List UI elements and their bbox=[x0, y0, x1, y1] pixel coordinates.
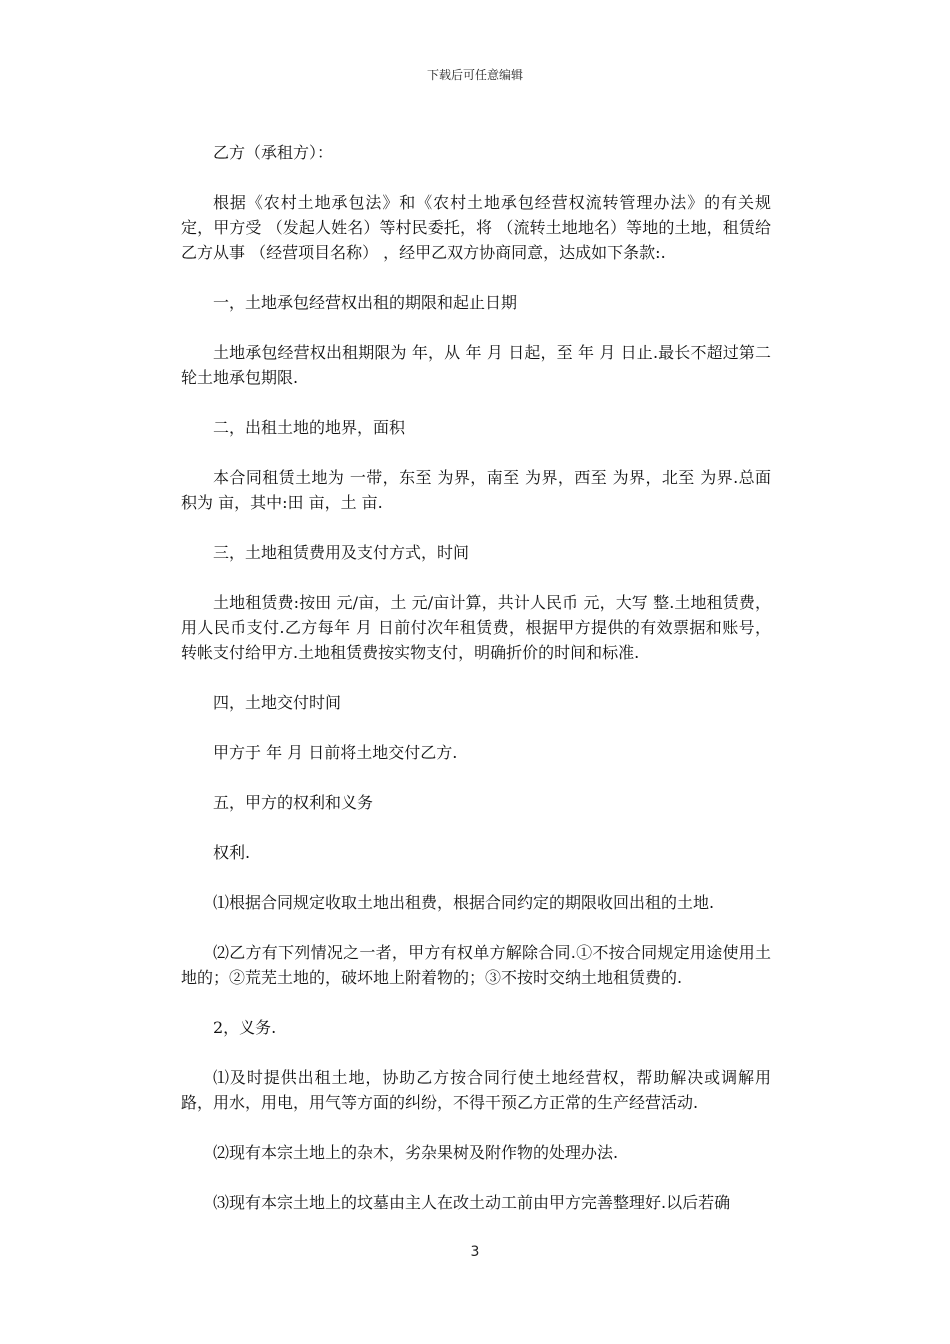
page-header: 下载后可任意编辑 bbox=[426, 68, 523, 82]
obligations-heading: 2，义务. bbox=[213, 1018, 277, 1037]
obligations-item-3: ⑶现有本宗土地上的坟墓由主人在改土动工前由甲方完善整理好.以后若确 bbox=[213, 1193, 731, 1212]
obligations-item-1: ⑴及时提供出租土地，协助乙方按合同行使土地经营权，帮助解决或调解用路，用水，用电，用气等方面的纠纷，不得干预乙方正常的生产经营活动. bbox=[181, 1068, 771, 1112]
party-b-line: 乙方（承租方）： bbox=[213, 143, 334, 162]
section-5-heading: 五，甲方的权利和义务 bbox=[213, 793, 374, 812]
section-3-body: 土地租赁费:按田 元/亩，土 元/亩计算，共计人民币 元，大写 整.土地租赁费，用人民币支付.乙方每年 月 日前付次年租赁费，根据甲方提供的有效票据和账号，转帐支付给甲方.土地租赁费按实物支付，明确折价的时间和标准. bbox=[181, 593, 771, 662]
rights-item-2: ⑵乙方有下列情况之一者，甲方有权单方解除合同.①不按合同规定用途使用土地的；②荒芜土地的，破坏地上附着物的；③不按时交纳土地租赁费的. bbox=[181, 943, 771, 987]
section-2-body: 本合同租赁土地为 一带，东至 为界，南至 为界，西至 为界，北至 为界.总面积为 亩，其中:田 亩，土 亩. bbox=[181, 468, 771, 512]
rights-heading: 权利. bbox=[213, 843, 251, 862]
page-number: 3 bbox=[470, 1244, 480, 1260]
obligations-item-2: ⑵现有本宗土地上的杂木，劣杂果树及附作物的处理办法. bbox=[213, 1143, 619, 1162]
preamble-paragraph: 根据《农村土地承包法》和《农村土地承包经营权流转管理办法》的有关规定，甲方受 （发起人姓名）等村民委托，将 （流转土地地名）等地的土地，租赁给乙方从事 （经营项目名称） ，经甲乙双方协商同意，达成如下条款:. bbox=[181, 193, 771, 262]
section-1-body: 土地承包经营权出租期限为 年，从 年 月 日起，至 年 月 日止.最长不超过第二轮土地承包期限. bbox=[181, 343, 771, 387]
section-1-heading: 一，土地承包经营权出租的期限和起止日期 bbox=[213, 293, 518, 312]
section-4-heading: 四，土地交付时间 bbox=[213, 693, 342, 712]
section-2-heading: 二，出租土地的地界，面积 bbox=[213, 418, 406, 437]
section-3-heading: 三，土地租赁费用及支付方式，时间 bbox=[213, 543, 470, 562]
document-body bbox=[181, 140, 771, 1240]
section-4-body: 甲方于 年 月 日前将土地交付乙方. bbox=[213, 743, 458, 762]
rights-item-1: ⑴根据合同规定收取土地出租费，根据合同约定的期限收回出租的土地. bbox=[213, 893, 715, 912]
